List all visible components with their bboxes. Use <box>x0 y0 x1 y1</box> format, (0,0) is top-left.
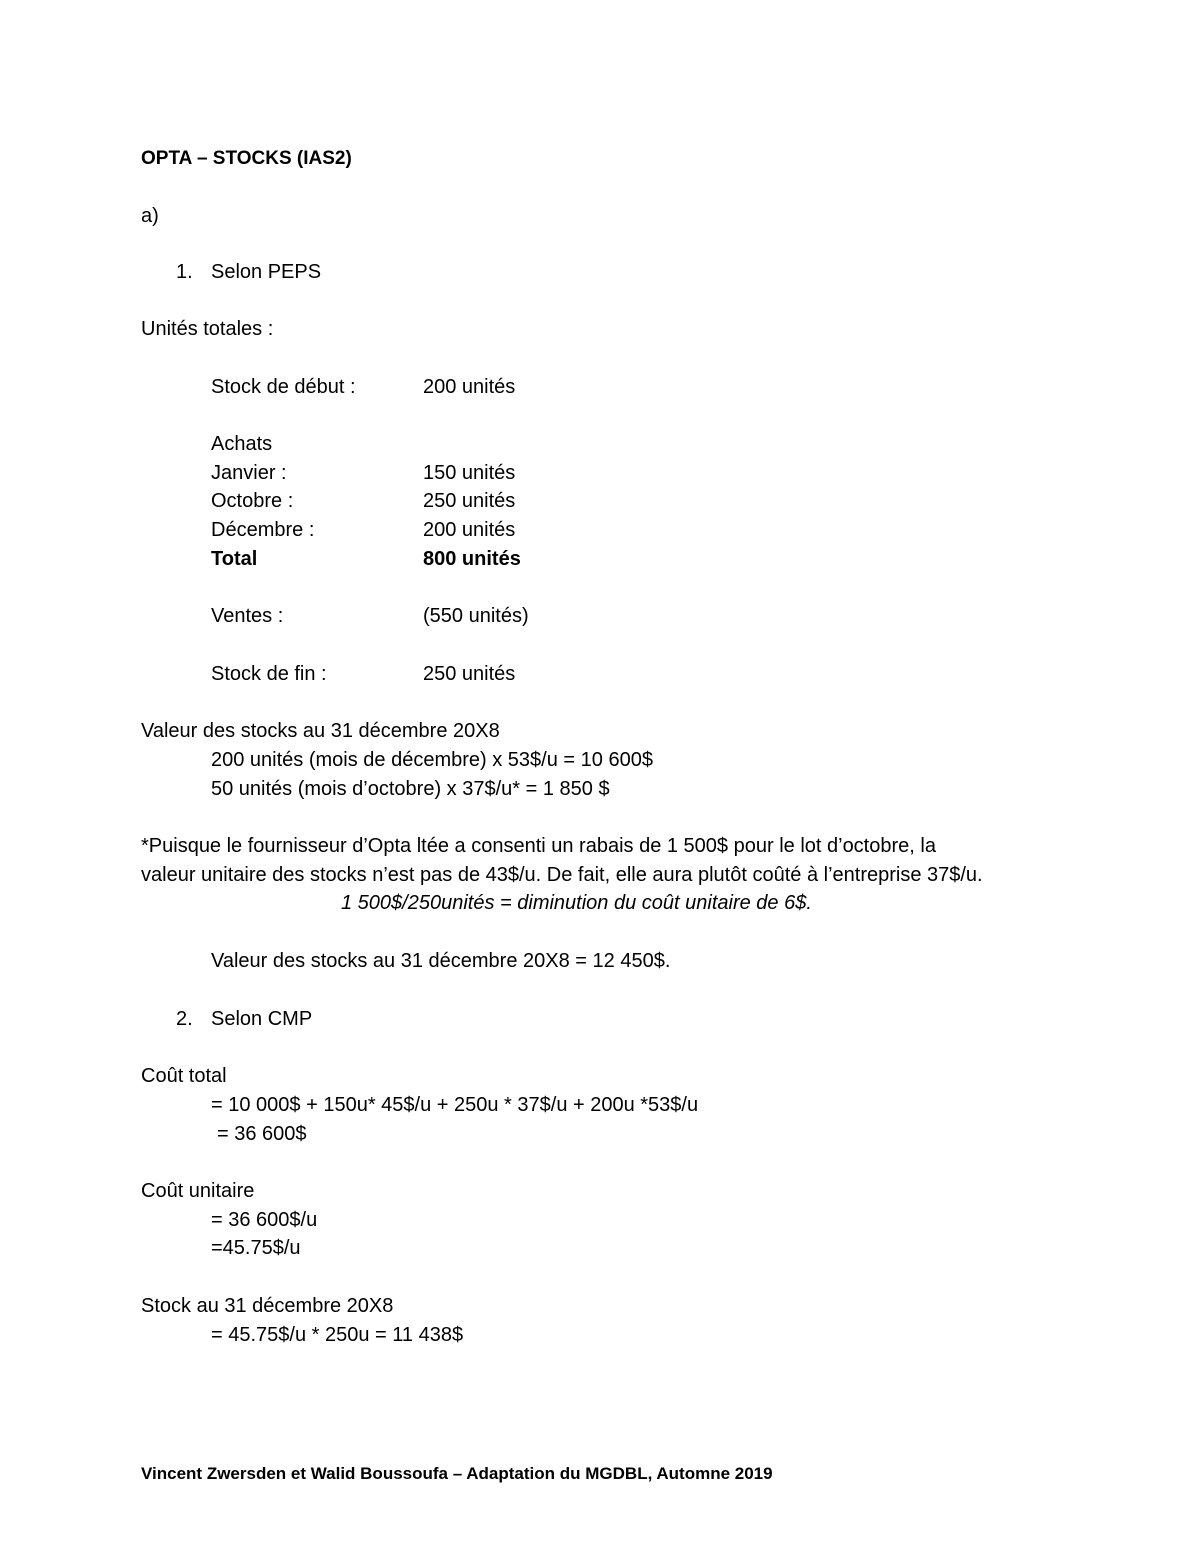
valuation-result: Valeur des stocks au 31 décembre 20X8 = 12 450$. <box>211 950 671 972</box>
sales-label: Ventes : <box>211 605 284 627</box>
stock-line: = 45.75$/u * 250u = 11 438$ <box>211 1324 464 1346</box>
unit-cost-line: = 36 600$/u <box>211 1209 318 1231</box>
opening-stock-label: Stock de début : <box>211 376 356 398</box>
valuation-heading: Valeur des stocks au 31 décembre 20X8 <box>141 720 500 742</box>
total-value: 800 unités <box>423 548 521 570</box>
page-footer: Vincent Zwersden et Walid Boussoufa – Adaptation du MGDBL, Automne 2019 <box>141 1464 773 1483</box>
total-cost-line: = 36 600$ <box>217 1123 307 1145</box>
valuation-line: 200 unités (mois de décembre) x 53$/u = 10 600$ <box>211 749 653 771</box>
purchase-label: Décembre : <box>211 519 315 541</box>
unit-cost-line: =45.75$/u <box>211 1237 301 1259</box>
sales-value: (550 unités) <box>423 605 529 627</box>
units-heading: Unités totales : <box>141 318 274 340</box>
opening-stock-value: 200 unités <box>423 376 516 398</box>
section1-heading: Selon PEPS <box>211 261 322 283</box>
total-cost-heading: Coût total <box>141 1065 227 1087</box>
purchase-value: 200 unités <box>423 519 516 541</box>
closing-stock-value: 250 unités <box>423 663 516 685</box>
purchases-heading: Achats <box>211 433 273 455</box>
note-line: *Puisque le fournisseur d’Opta ltée a consenti un rabais de 1 500$ pour le lot d’octobre, la <box>141 835 936 857</box>
total-label: Total <box>211 548 258 570</box>
note-line: valeur unitaire des stocks n’est pas de 43$/u. De fait, elle aura plutôt coûté à l’entreprise 37$/u. <box>141 864 983 886</box>
stock-heading: Stock au 31 décembre 20X8 <box>141 1295 394 1317</box>
valuation-line: 50 unités (mois d’octobre) x 37$/u* = 1 850 $ <box>211 778 610 800</box>
purchase-label: Janvier : <box>211 462 287 484</box>
section2-heading: Selon CMP <box>211 1008 313 1030</box>
closing-stock-label: Stock de fin : <box>211 663 327 685</box>
note-italic: 1 500$/250unités = diminution du coût unitaire de 6$. <box>341 892 812 914</box>
purchase-value: 250 unités <box>423 490 516 512</box>
section2-number: 2. <box>176 1008 193 1030</box>
section1-number: 1. <box>176 261 193 283</box>
total-cost-line: = 10 000$ + 150u* 45$/u + 250u * 37$/u + 200u *53$/u <box>211 1094 699 1116</box>
purchase-value: 150 unités <box>423 462 516 484</box>
purchase-label: Octobre : <box>211 490 294 512</box>
document-title: OPTA – STOCKS (IAS2) <box>141 148 352 169</box>
part-a-label: a) <box>141 205 159 227</box>
unit-cost-heading: Coût unitaire <box>141 1180 255 1202</box>
